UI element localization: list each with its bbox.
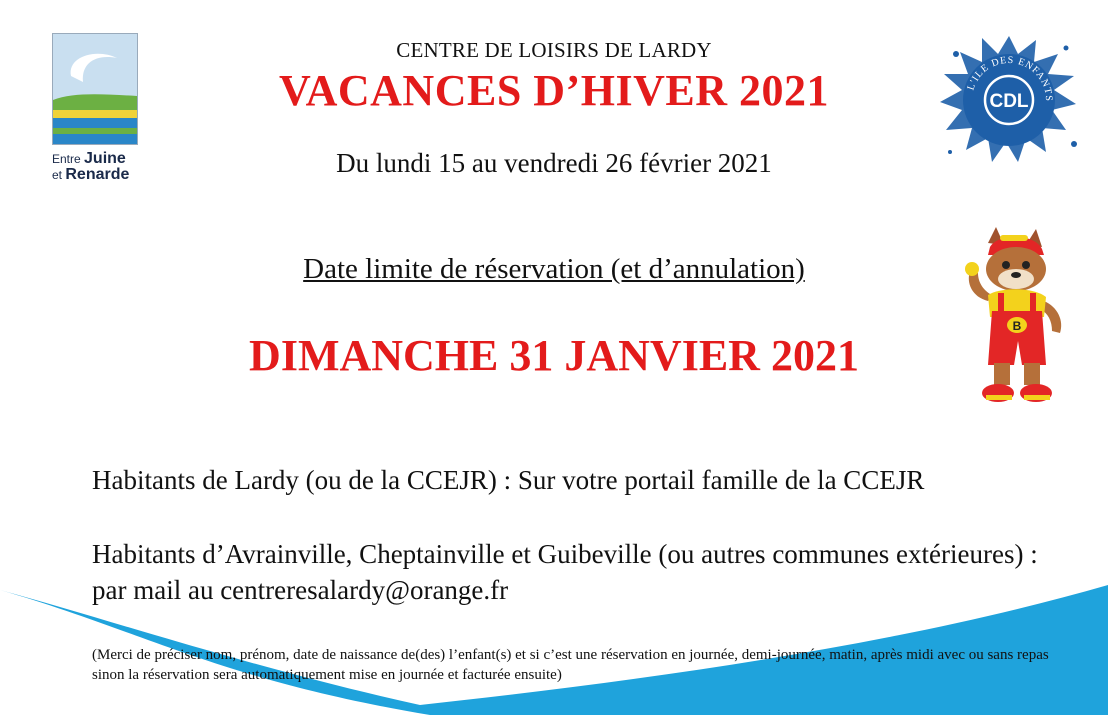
ccejr-logo-text: Entre Juine et Renarde [52,150,130,183]
other-residents-instruction: Habitants d’Avrainville, Cheptainville et Guibeville (ou autres communes extérieures) : par mail au centreresalardy@orange.fr [92,539,1038,605]
reservation-note: (Merci de préciser nom, prénom, date de naissance de(des) l’enfant(s) et si c’est une réservation en journée, demi-journée, matin, après midi avec ou sans repas sinon la réservation sera automatiquement mise en journée et facturée ensuite) [92,647,1049,683]
lardy-residents-instruction: Habitants de Lardy (ou de la CCEJR) : Sur votre portail famille de la CCEJR [92,465,925,495]
holiday-dates: Du lundi 15 au vendredi 26 février 2021 [336,148,772,178]
main-title: VACANCES D’HIVER 2021 [279,66,829,115]
mascot-letter: B [1012,319,1022,333]
organization-name: CENTRE DE LOISIRS DE LARDY [396,38,712,62]
cdl-logo-arc-text: L'ILE DES ENFANTS [965,54,1055,103]
cdl-logo-label: CDL [989,91,1029,112]
deadline-label: Date limite de réservation (et d’annulation) [303,253,805,285]
deadline-date: DIMANCHE 31 JANVIER 2021 [249,331,859,380]
